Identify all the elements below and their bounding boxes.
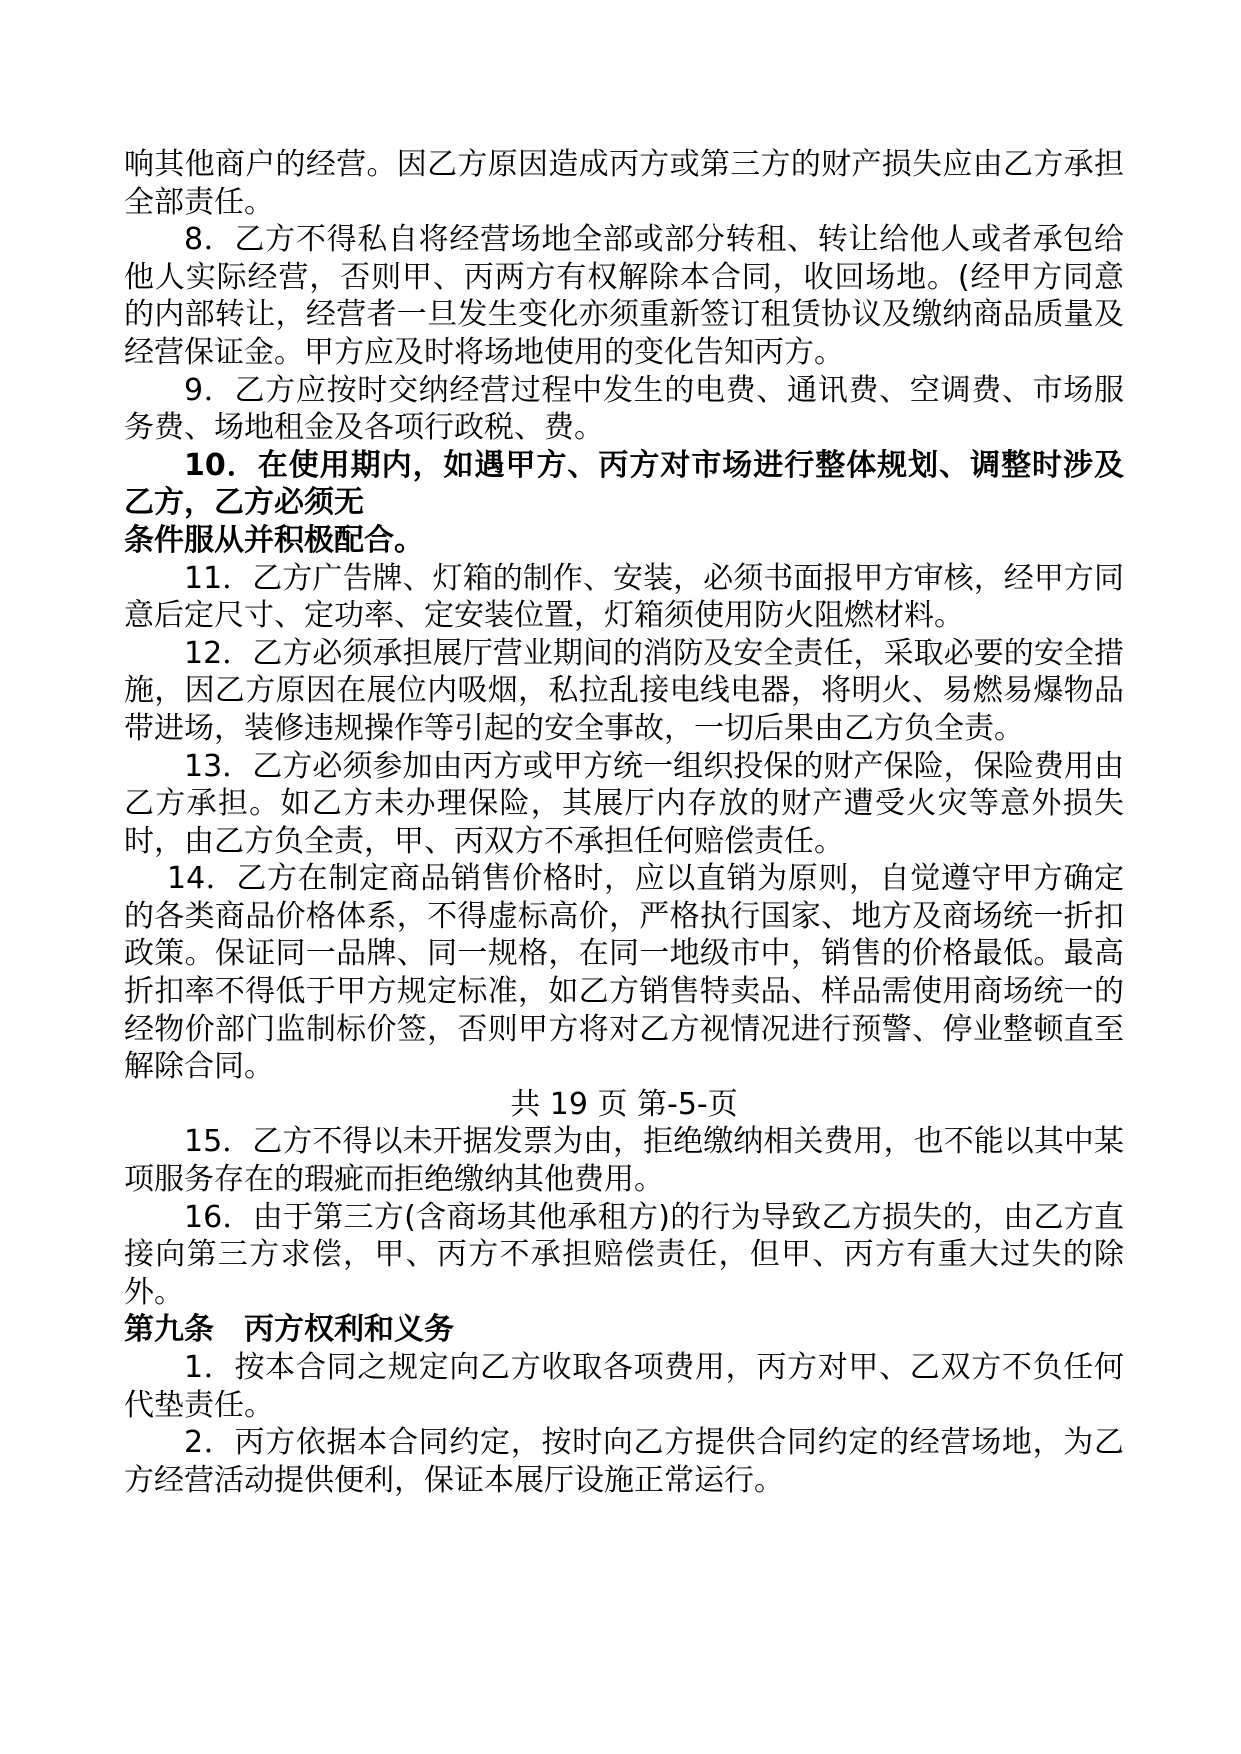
clause-16: 16．由于第三方(含商场其他承租方)的行为导致乙方损失的，由乙方直接向第三方求偿，甲、丙方不承担赔偿责任，但甲、丙方有重大过失的除外。 [124,1199,1124,1310]
page-number: 共 19 页 第-5-页 [510,1086,738,1122]
article-9-item-2: 2．丙方依据本合同约定，按时向乙方提供合同约定的经营场地，为乙方经营活动提供便利，保证本展厅设施正常运行。 [124,1425,1124,1498]
clause-9: 9．乙方应按时交纳经营过程中发生的电费、通讯费、空调费、市场服务费、场地租金及各项行政税、费。 [124,372,1124,446]
paragraph-continuation: 响其他商户的经营。因乙方原因造成丙方或第三方的财产损失应由乙方承担全部责任。 [124,147,1124,220]
document-page [124,146,1124,1499]
clause-11: 11．乙方广告牌、灯箱的制作、安装，必须书面报甲方审核，经甲方同意后定尺寸、定功率、定安装位置，灯箱须使用防火阻燃材料。 [124,560,1124,634]
clause-15: 15．乙方不得以未开据发票为由，拒绝缴纳相关费用，也不能以其中某项服务存在的瑕疵而拒绝缴纳其他费用。 [124,1124,1124,1198]
clause-13: 13．乙方必须参加由丙方或甲方统一组织投保的财产保险，保险费用由乙方承担。如乙方未办理保险，其展厅内存放的财产遭受火灾等意外损失时，由乙方负全责，甲、丙双方不承担任何赔偿责任。 [124,748,1124,859]
clause-12: 12．乙方必须承担展厅营业期间的消防及安全责任，采取必要的安全措施，因乙方原因在展位内吸烟，私拉乱接电线电器，将明火、易燃易爆物品带进场，装修违规操作等引起的安全事故，一切后果由乙方负全责。 [124,635,1124,746]
article-9-heading: 第九条 丙方权利和义务 [124,1312,454,1348]
clause-8: 8．乙方不得私自将经营场地全部或部分转租、转让给他人或者承包给他人实际经营，否则甲、丙两方有权解除本合同，收回场地。(经甲方同意的内部转让，经营者一旦发生变化亦须重新签订租赁协议及缴纳商品质量及经营保证金。甲方应及时将场地使用的变化告知丙方。 [124,222,1124,370]
clause-10: 10．在使用期内，如遇甲方、丙方对市场进行整体规划、调整时涉及乙方，乙方必须无 [124,447,1124,521]
clause-14: 14．乙方在制定商品销售价格时，应以直销为原则，自觉遵守甲方确定的各类商品价格体系，不得虚标高价，严格执行国家、地方及商场统一折扣政策。保证同一品牌、同一规格，在同一地级市中，销售的价格最低。最高折扣率不得低于甲方规定标准，如乙方销售特卖品、样品需使用商场统一的经物价部门监制标价签，否则甲方将对乙方视情况进行预警、停业整顿直至解除合同。 [124,861,1124,1085]
clause-10-continuation: 条件服从并积极配合。 [124,522,424,558]
article-9-item-1: 1．按本合同之规定向乙方收取各项费用，丙方对甲、乙双方不负任何代垫责任。 [124,1350,1124,1423]
